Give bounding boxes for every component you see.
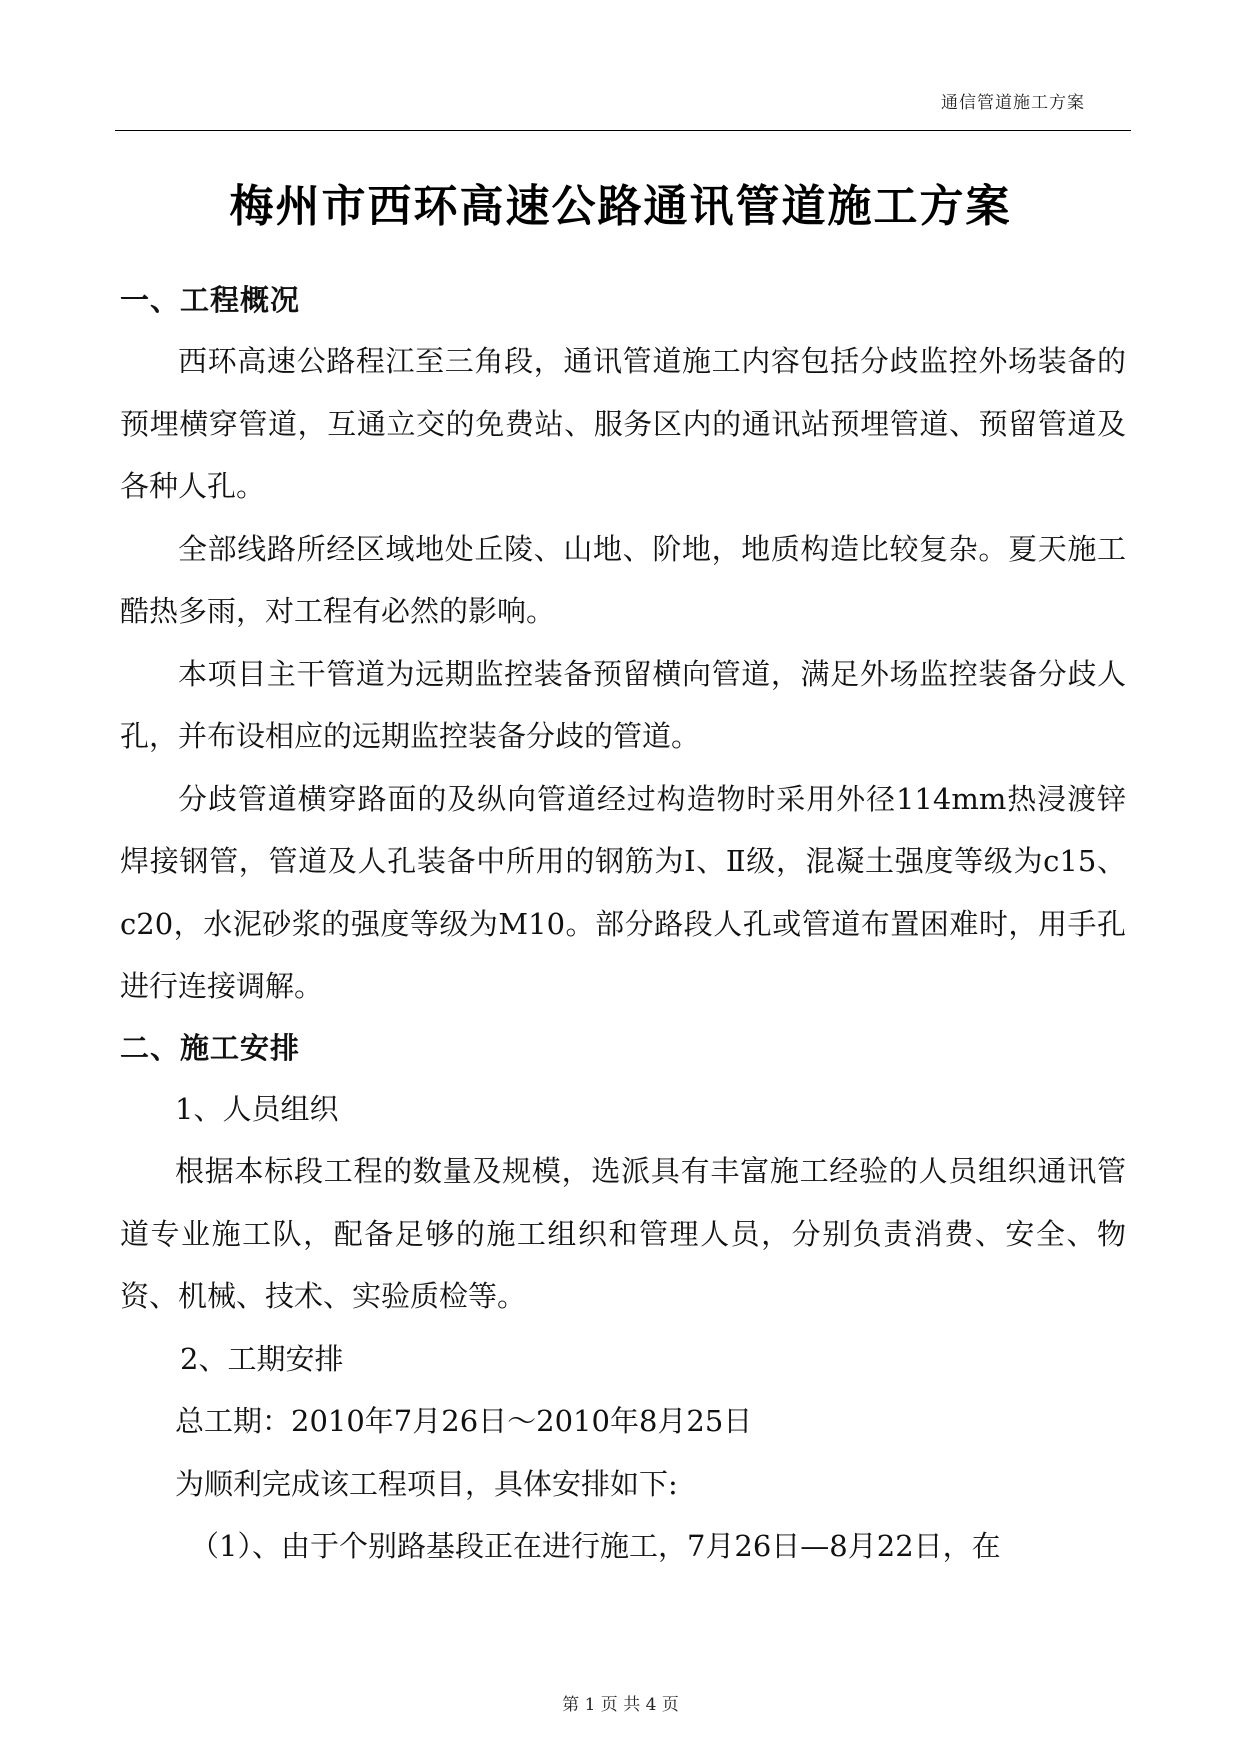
section-heading-overview: 一、工程概况: [120, 283, 301, 317]
page-footer-number: 第 1 页 共 4 页: [562, 1695, 679, 1715]
paragraph-overview-trunk: 本项目主干管道为远期监控装备预留横向管道，满足外场监控装备分歧人孔，并布设相应的远期监控装备分歧的管道。: [120, 656, 1126, 753]
document-body: [120, 270, 1126, 1578]
running-header-title: 通信管道施工方案: [941, 93, 1085, 113]
paragraph-schedule-item-1: （1）、由于个别路基段正在进行施工，7月26日—8月22日，在: [190, 1529, 1001, 1563]
header-divider: [115, 130, 1131, 131]
page-header: [0, 0, 1241, 132]
paragraph-schedule-intro: 为顺利完成该工程项目，具体安排如下:: [175, 1466, 678, 1501]
paragraph-overview-materials: 分歧管道横穿路面的及纵向管道经过构造物时采用外径114mm热浸渡锌焊接钢管，管道及人孔装备中所用的钢筋为Ⅰ、Ⅱ级，混凝土强度等级为c15、c20，水泥砂浆的强度等级为M10。部分路段人孔或管道布置困难时，用手孔进行连接调解。: [120, 781, 1126, 1003]
subsection-label-schedule: 2、工期安排: [180, 1341, 344, 1376]
paragraph-total-duration: 总工期：2010年7月26日～2010年8月25日: [175, 1404, 753, 1438]
paragraph-overview-terrain: 全部线路所经区域地处丘陵、山地、阶地，地质构造比较复杂。夏天施工酷热多雨，对工程有必然的影响。: [120, 531, 1126, 628]
paragraph-staffing: 根据本标段工程的数量及规模，选派具有丰富施工经验的人员组织通讯管道专业施工队，配备足够的施工组织和管理人员，分别负责消费、安全、物资、机械、技术、实验质检等。: [120, 1154, 1126, 1313]
subsection-label-staffing: 1、人员组织: [175, 1091, 339, 1126]
paragraph-overview-scope: 西环高速公路程江至三角段，通讯管道施工内容包括分歧监控外场装备的预埋横穿管道，互通立交的免费站、服务区内的通讯站预埋管道、预留管道及各种人孔。: [120, 344, 1126, 503]
document-title: 梅州市西环高速公路通讯管道施工方案: [229, 181, 1012, 232]
section-heading-arrangement: 二、施工安排: [120, 1030, 301, 1065]
